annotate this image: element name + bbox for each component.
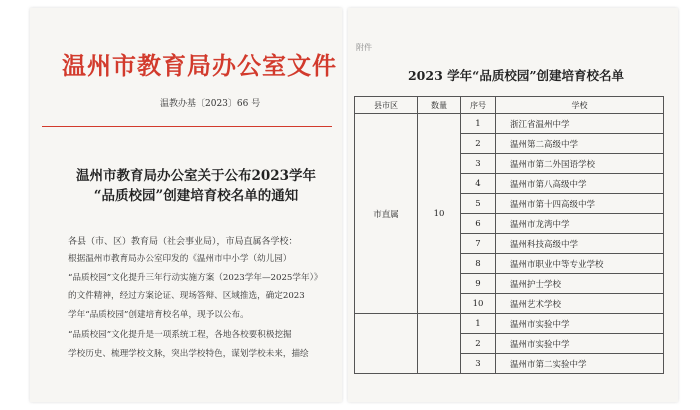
school-name-cell: 温州第二高级中学: [496, 134, 664, 154]
school-name-cell: 温州市实验中学: [496, 334, 664, 354]
table-row: [355, 314, 664, 334]
red-header-title: 温州市教育局办公室文件: [62, 51, 337, 80]
attachment-list-page: [348, 8, 678, 402]
body-line: 的文件精神，经过方案论证、现场答辩、区域推选，确定2023: [68, 291, 305, 301]
table-header-row: [355, 97, 664, 114]
seq-cell: 2: [461, 334, 496, 354]
body-line: “品质校园”文化提升三年行动实施方案（2023学年—2025学年）》: [68, 272, 323, 283]
body-line: 学年“品质校园”创建培育校名单，现予以公布。: [68, 309, 249, 320]
school-name-cell: 温州艺术学校: [496, 294, 664, 314]
list-title: 2023 学年“品质校园”创建培育校名单: [407, 68, 625, 83]
red-divider: [42, 126, 332, 127]
seq-cell: 3: [461, 354, 496, 374]
school-name-cell: 温州市第二外国语学校: [496, 154, 664, 174]
body-paragraph: [68, 326, 330, 363]
school-name-cell: 温州市职业中等专业学校: [496, 254, 664, 274]
attachment-label: 附件: [356, 43, 372, 52]
notice-document-page: [30, 8, 342, 402]
header-count: 数量: [418, 97, 461, 114]
table-row: [355, 114, 664, 134]
seq-cell: 1: [461, 114, 496, 134]
notice-title-line: 温州市教育局办公室关于公布2023学年: [75, 168, 317, 184]
document-number: 温教办基〔2023〕66 号: [160, 99, 261, 109]
body-line: “品质校园”文化提升是一项系统工程，各地各校要积极挖掘: [68, 330, 292, 340]
seq-cell: 7: [461, 234, 496, 254]
seq-cell: 9: [461, 274, 496, 294]
seq-cell: 5: [461, 194, 496, 214]
header-school: 学校: [496, 97, 664, 114]
seq-cell: 3: [461, 154, 496, 174]
school-name-cell: 温州市第二实验中学: [496, 354, 664, 374]
school-name-cell: 温州科技高级中学: [496, 234, 664, 254]
body-paragraph: [68, 250, 330, 324]
notice-title: [66, 166, 326, 206]
seq-cell: 2: [461, 134, 496, 154]
school-name-cell: 温州市龙湾中学: [496, 214, 664, 234]
recipient-line: 各县（市、区）教育局（社会事业局），市局直属各学校：: [68, 237, 298, 247]
body-line: 学校历史、梳理学校文脉，突出学校特色，谋划学校未来，描绘: [68, 348, 309, 359]
school-list-table: [354, 96, 664, 374]
count-cell: [418, 314, 461, 374]
seq-cell: 6: [461, 214, 496, 234]
county-cell: [355, 314, 418, 374]
header-county: 县市区: [355, 97, 418, 114]
school-name-cell: 温州护士学校: [496, 274, 664, 294]
school-name-cell: 温州市实验中学: [496, 314, 664, 334]
seq-cell: 4: [461, 174, 496, 194]
body-line: 根据温州市教育局办公室印发的《温州市中小学（幼儿园）: [68, 254, 292, 264]
seq-cell: 10: [461, 294, 496, 314]
seq-cell: 8: [461, 254, 496, 274]
count-cell: 10: [418, 114, 461, 314]
seq-cell: 1: [461, 314, 496, 334]
header-seq: 序号: [461, 97, 496, 114]
school-name-cell: 浙江省温州中学: [496, 114, 664, 134]
school-name-cell: 温州市第八高级中学: [496, 174, 664, 194]
school-name-cell: 温州市第十四高级中学: [496, 194, 664, 214]
county-cell: 市直属: [355, 114, 418, 314]
notice-title-line: “品质校园”创建培育校名单的通知: [93, 188, 299, 204]
